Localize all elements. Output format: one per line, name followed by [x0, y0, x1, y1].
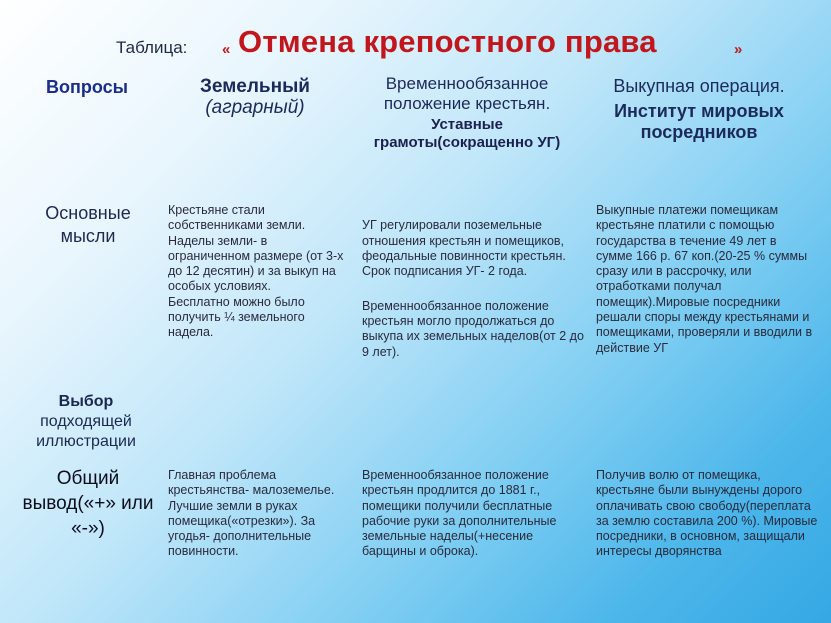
header-redemption — [588, 76, 810, 143]
table-title — [0, 24, 831, 68]
header-land — [160, 76, 350, 118]
title-close-quote: » — [734, 41, 743, 58]
cell-main-ideas-charters-p1: УГ регулировали поземельные отношения крестьян и помещиков, феодальные повинности крестьян. Срок подписания УГ- 2 года. — [362, 218, 566, 279]
row-label-illustrations — [16, 392, 156, 452]
header-charters: Уставные грамоты(сокращенно УГ) — [373, 116, 561, 151]
cell-conclusion-land: Главная проблема крестьянства- малоземелье. Лучшие земли в руках помещика(«отрезки»). За угодья- дополнительные повинности. — [168, 468, 335, 559]
header-redemption-title: Выкупная операция. — [613, 76, 785, 96]
header-temporary-obligation-title: Временнообязанное положение крестьян. — [383, 74, 551, 113]
cell-main-ideas-charters — [362, 203, 584, 360]
header-temporary-obligation — [354, 74, 580, 152]
header-mediators: Институт мировых посредников — [614, 101, 784, 142]
header-land-subtitle: (аграрный) — [205, 97, 305, 118]
row-label-illustrations-rest: подходящей иллюстрации — [36, 413, 136, 450]
cell-main-ideas-redemption: Выкупные платежи помещикам крестьяне платили с помощью государства в течение 49 лет в сумме 166 р. 67 коп.(20-25 % суммы сразу или в рассрочку, или отработками получал помещик).Мировые посредники решали споры между крестьянами и помещиками, проверяли и вводили в действие УГ — [596, 203, 813, 355]
title-open-quote: « — [222, 41, 231, 58]
row-label-conclusion: Общий вывод(«+» или «-») — [22, 468, 154, 539]
title-prefix: Таблица: — [116, 38, 188, 57]
row-label-main-ideas: Основные мысли — [45, 203, 131, 246]
cell-conclusion-redemption: Получив волю от помещика, крестьяне были вынуждены дорого оплачивать свою свободу(переплата за землю составила 200 %). Мировые посредники, в основном, защищали интересы дворянства — [596, 468, 818, 559]
title-main: Отмена крепостного права — [238, 24, 657, 59]
row-label-illustrations-bold: Выбор — [58, 393, 114, 410]
header-questions: Вопросы — [45, 77, 128, 97]
header-land-title: Земельный — [200, 76, 310, 97]
cell-main-ideas-charters-p2: Временнообязанное положение крестьян могло продолжаться до выкупа их земельных наделов(от 2 до 9 лет). — [362, 298, 584, 359]
cell-main-ideas-land: Крестьяне стали собственниками земли. Наделы земли- в ограниченном размере (от 3-х до 12 десятин) и за выкуп на особых условиях. Бесплатно можно было получить ¼ земельного надела. — [168, 203, 344, 340]
cell-conclusion-charters: Временнообязанное положение крестьян продлится до 1881 г., помещики получили бесплатные рабочие руки за дополнительные земельные наделы(+несение барщины и оброка). — [362, 468, 557, 559]
